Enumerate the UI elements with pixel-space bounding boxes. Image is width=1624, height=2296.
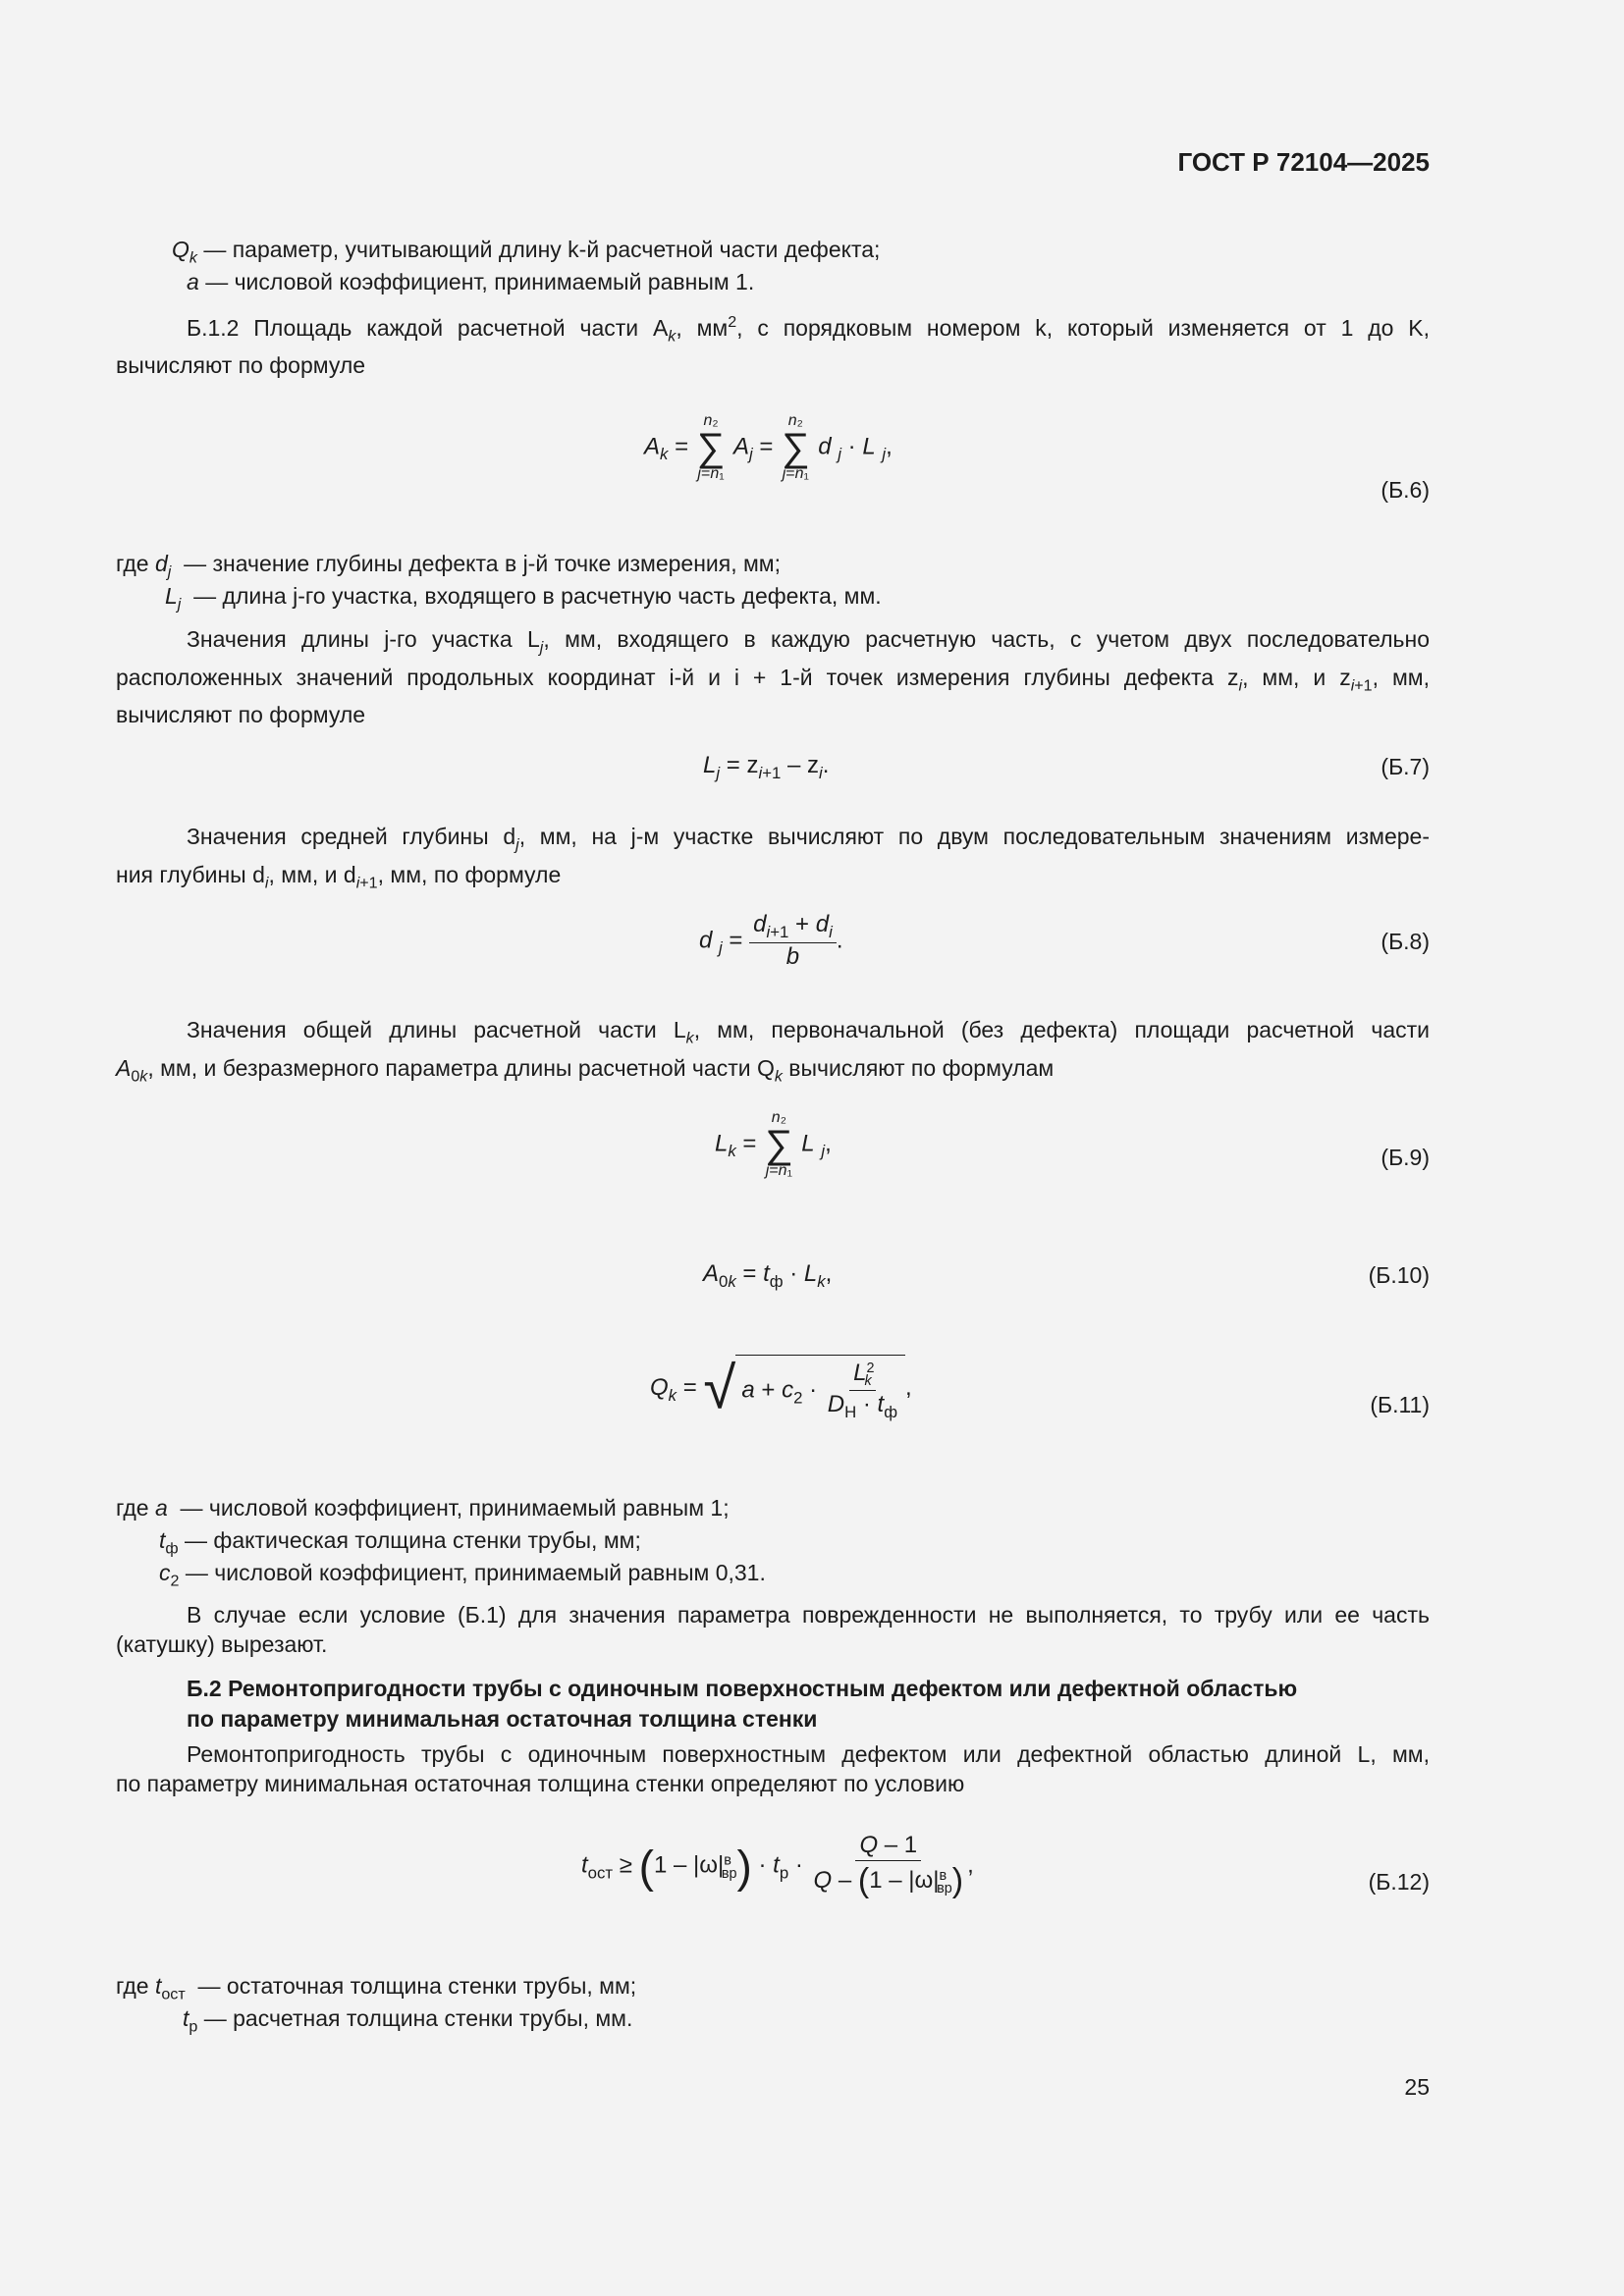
formula-number-b8: (Б.8) [1380, 929, 1430, 954]
formula-number-b12: (Б.12) [1368, 1869, 1430, 1895]
formula-number-b7: (Б.7) [1380, 754, 1430, 779]
formula-number-b10: (Б.10) [1368, 1262, 1430, 1288]
document-id: ГОСТ Р 72104—2025 [1177, 147, 1430, 177]
paragraph-cut: В случае если условие (Б.1) для значения параметра поврежденности не выполняется, то трубу или ее часть (катушку) вырезают. [116, 1602, 1430, 1657]
formula-b11: $Q_k$ = √ $a + c_2$ · $\frac{L^2_k}{D_Н \cdot t_ф}$ , [650, 1355, 912, 1422]
paragraph-l-k: Значения общей длины расчетной части $L_k$, мм, первоначальной (без дефекта) площади расчетной части $A_{0k}$, мм, и безразмерного параметра длины расчетной части $Q_k$ вычисляют по формулам [116, 1017, 1430, 1086]
def-c2: $c_2$ — числовой коэффициент, принимаемый равным 0,31. [159, 1560, 766, 1590]
formula-b9: $L_k$ = n₂ ∑ j=n₁ L $_j$, [715, 1109, 832, 1179]
formula-number-b6: (Б.6) [1380, 477, 1430, 503]
def-q-k: $Q_k$ — параметр, учитывающий длину k-й расчетной части дефекта; [172, 237, 881, 267]
paragraph-b2: Ремонтопригодность трубы с одиночным поверхностным дефектом или дефектной областью длиной L, мм, по параметру минимальная остаточная толщина стенки определяют по условию [116, 1741, 1430, 1796]
def-l-j: $L_j$ — длина j-го участка, входящего в расчетную часть дефекта, мм. [165, 583, 882, 614]
def-t-p: $t_р$ — расчетная толщина стенки трубы, мм. [183, 2005, 633, 2036]
def-t-ost: где $t_{ост}$ — остаточная толщина стенки трубы, мм; [116, 1973, 637, 2003]
paragraph-b-1-2: Б.1.2 Площадь каждой расчетной части $A_k$, $мм^2$, с порядковым номером k, который изменяется от 1 до K, вычисляют по формуле [116, 313, 1430, 379]
section-b2-heading-line1: Б.2 Ремонтопригодности трубы с одиночным поверхностным дефектом или дефектной областью [187, 1676, 1298, 1701]
paragraph-d-j: Значения средней глубины $d_j$, мм, на j-м участке вычисляют по двум последовательным значениям измере- ния глубины $d_i$, мм, и $d_{i+1}$, мм, по формуле [116, 824, 1431, 892]
formula-number-b9: (Б.9) [1380, 1145, 1430, 1170]
def-a: a — числовой коэффициент, принимаемый равным 1. [187, 269, 755, 294]
paragraph-l-j: Значения длины j-го участка $L_j$, мм, входящего в каждую расчетную часть, с учетом двух последовательно расположенных значений продольных координат i-й и i + 1-й точек измерения глубины дефекта $z_i$, мм, и $z_{i+1}$, мм, вычисляют по формуле [116, 626, 1431, 728]
formula-b12: $t_{ост} \ge (1 - |\omega|^в_{вр}) \cdot t_р$ · $\frac{Q - 1}{Q - (1 - |\omega|^в_{вр})}$ , [581, 1832, 974, 1899]
formula-number-b11: (Б.11) [1370, 1392, 1430, 1417]
formula-b6: $A_k$ = n₂ ∑ j=n₁ $A_j$ = n₂ ∑ j=n₁ d $_j$ · L $_j$, [644, 412, 893, 482]
formula-b10: $A_{0k} = t_ф \cdot L_k$, [703, 1260, 833, 1291]
section-b2-heading-line2: по параметру минимальная остаточная толщина стенки [187, 1706, 818, 1732]
formula-b8: d $_j$ = $\frac{d_{i+1} + d_i}{b}$ . [699, 911, 843, 971]
def-t-f: $t_ф$ — фактическая толщина стенки трубы, мм; [159, 1527, 641, 1558]
page-number: 25 [1404, 2074, 1430, 2100]
def-a-2: где a — числовой коэффициент, принимаемый равным 1; [116, 1495, 730, 1521]
formula-b7: $L_j = z_{i+1} - z_i$. [703, 752, 830, 782]
def-d-j: где $d_j$ — значение глубины дефекта в j-й точке измерения, мм; [116, 551, 782, 581]
